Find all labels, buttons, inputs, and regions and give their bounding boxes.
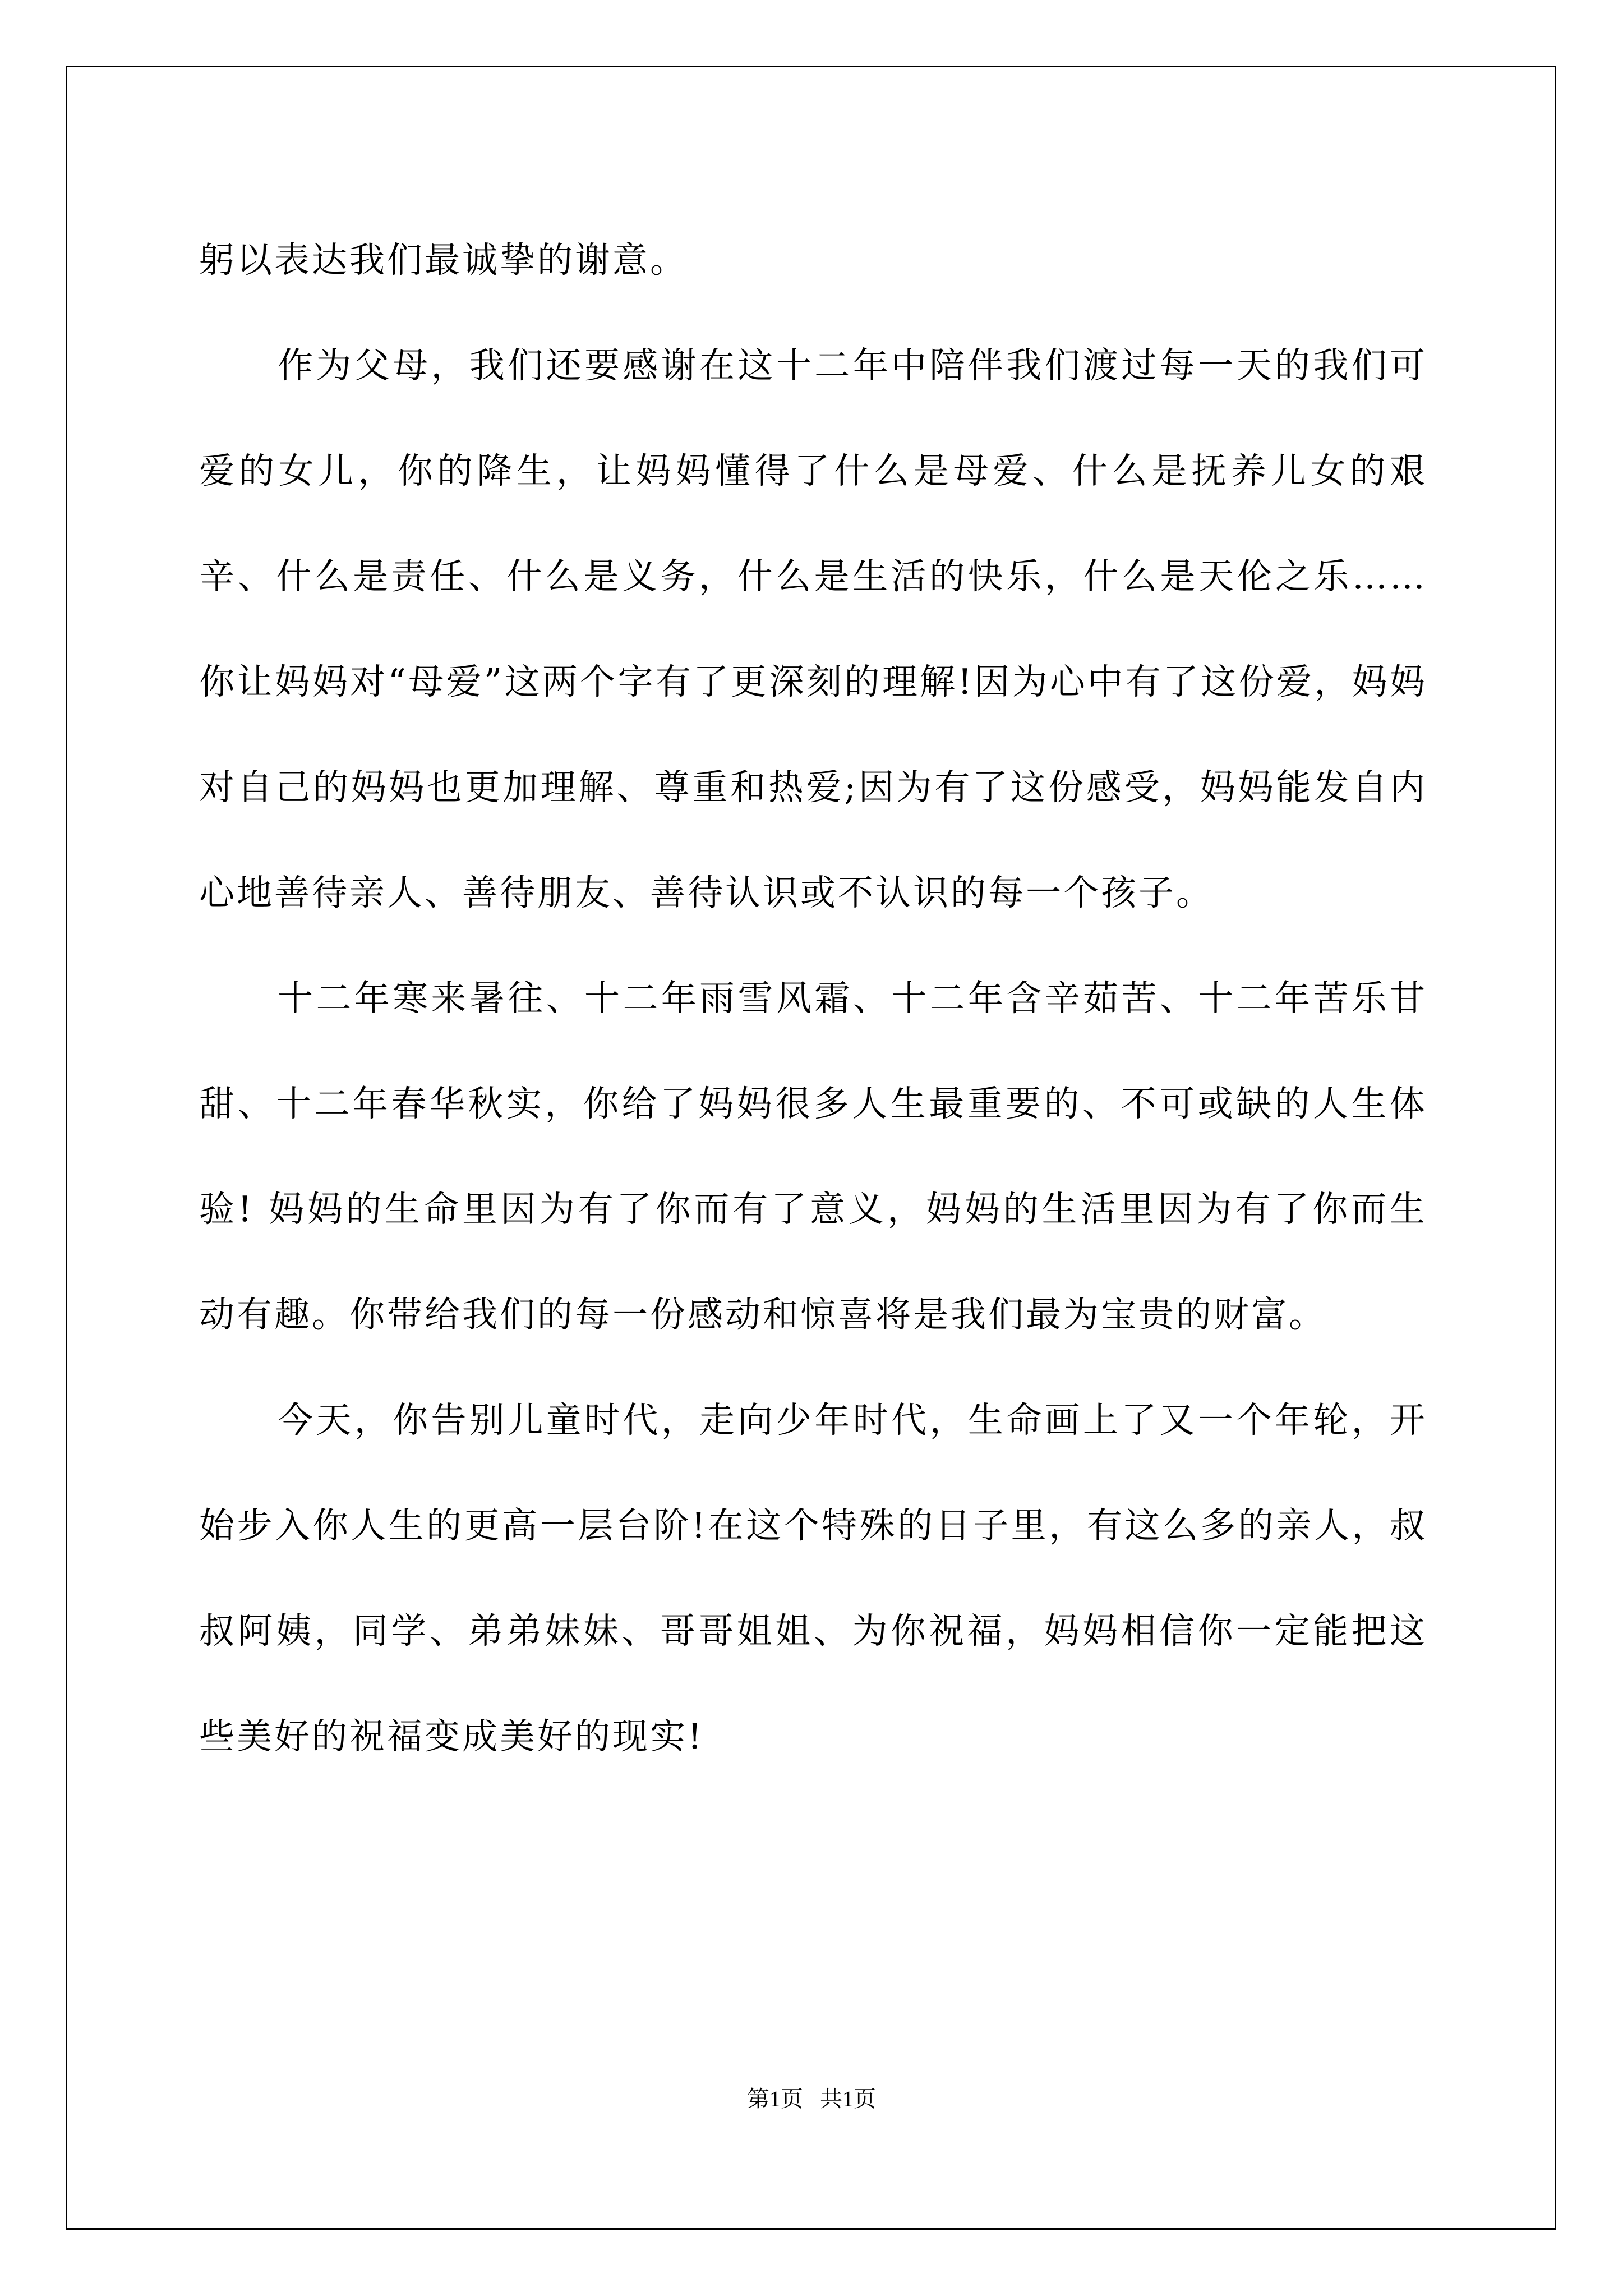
paragraph-4: 今天，你告别儿童时代，走向少年时代，生命画上了又一个年轮，开始步入你人生的更高一层台阶!在这个特殊的日子里，有这么多的亲人，叔叔阿姨，同学、弟弟妹妹、哥哥姐姐、为你祝福，妈妈相信你一定能把这些美好的祝福变成美好的现实!	[199, 1400, 1427, 1757]
paragraph-3: 十二年寒来暑往、十二年雨雪风霜、十二年含辛茹苦、十二年苦乐甘甜、十二年春华秋实，你给了妈妈很多人生最重要的、不可或缺的人生体验! 妈妈的生命里因为有了你而有了意义，妈妈的生活里因为有了你而生动有趣。你带给我们的每一份感动和惊喜将是我们最为宝贵的财富。	[199, 978, 1427, 1335]
paragraph-1: 躬以表达我们最诚挚的谢意。	[199, 240, 688, 280]
document-body	[199, 208, 1427, 1789]
paragraph-2: 作为父母，我们还要感谢在这十二年中陪伴我们渡过每一天的我们可爱的女儿，你的降生，让妈妈懂得了什么是母爱、什么是抚养儿女的艰辛、什么是责任、什么是义务，什么是生活的快乐，什么是天伦之乐……你让妈妈对“母爱”这两个字有了更深刻的理解!因为心中有了这份爱，妈妈对自己的妈妈也更加理解、尊重和热爱;因为有了这份感受，妈妈能发自内心地善待亲人、善待朋友、善待认识或不认识的每一个孩子。	[199, 345, 1427, 913]
page-number-footer: 第1页 共1页	[747, 2086, 876, 2111]
